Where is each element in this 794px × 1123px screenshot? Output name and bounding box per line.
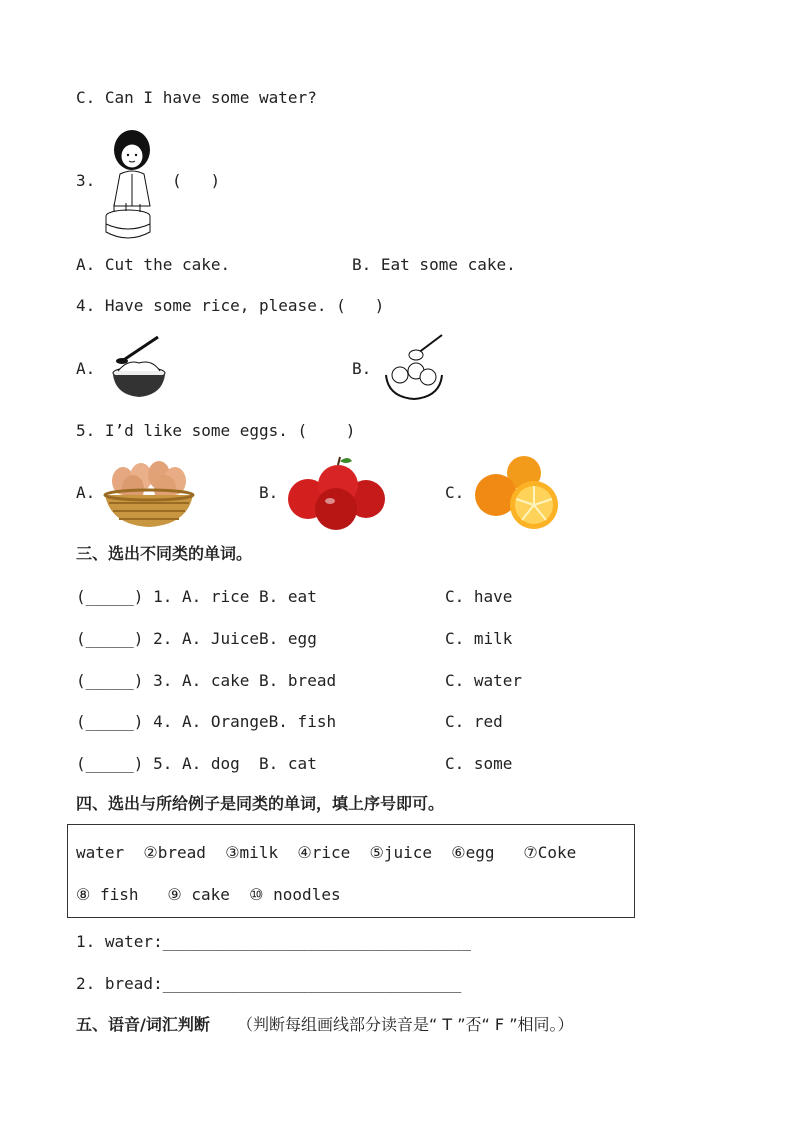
section-3-row-3: (_____) 3. A. cake B. bread [76,671,337,690]
rice-bowl-image [108,333,170,399]
section-3-row-2: (_____) 2. A. JuiceB. egg [76,629,317,648]
option-4b-label: B. [352,359,372,378]
dumpling-bowl-image [382,331,446,401]
section-3-row-5-c: C. some [445,754,513,773]
option-5b-label: B. [259,483,279,502]
answer-line-water: 1. water:________________________________ [76,932,471,951]
question-option-c: C. Can I have some water? [76,88,317,107]
section-3-row-5: (_____) 5. A. dog B. cat [76,754,317,773]
question-4: 4. Have some rice, please. ( ) [76,296,385,315]
oranges-image [472,455,562,531]
girl-cake-image [102,118,160,244]
answer-line-bread: 2. bread:_______________________________ [76,974,462,993]
section-3-row-4-c: C. red [445,712,503,731]
section-5-title: 五、语音/词汇判断 [76,1015,210,1034]
option-4a-label: A. [76,359,96,378]
section-3-row-2-c: C. milk [445,629,513,648]
section-3-row-1: (_____) 1. A. rice B. eat [76,587,317,606]
question-5: 5. I’d like some eggs. ( ) [76,421,356,440]
section-5-instruction: （判断每组画线部分读音是“ T ”否“ F ”相同。） [237,1015,574,1034]
option-5a-label: A. [76,483,96,502]
section-3-row-3-c: C. water [445,671,523,690]
section-4-title: 四、选出与所给例子是同类的单词，填上序号即可。 [76,794,445,813]
word-bank-line-1: water ②bread ③milk ④rice ⑤juice ⑥egg ⑦Coke [76,843,577,862]
section-3-row-4: (_____) 4. A. OrangeB. fish [76,712,337,731]
option-5c-label: C. [445,483,465,502]
section-3-row-1-c: C. have [445,587,513,606]
egg-basket-image [103,455,195,529]
section-3-title: 三、选出不同类的单词。 [76,544,253,563]
option-3a: A. Cut the cake. [76,255,231,274]
word-bank-line-2: ⑧ fish ⑨ cake ⑩ noodles [76,885,341,904]
question-number-3: 3. [76,171,96,190]
answer-blank-3: ( ) [172,171,221,190]
apples-image [286,455,386,531]
option-3b: B. Eat some cake. [352,255,516,274]
